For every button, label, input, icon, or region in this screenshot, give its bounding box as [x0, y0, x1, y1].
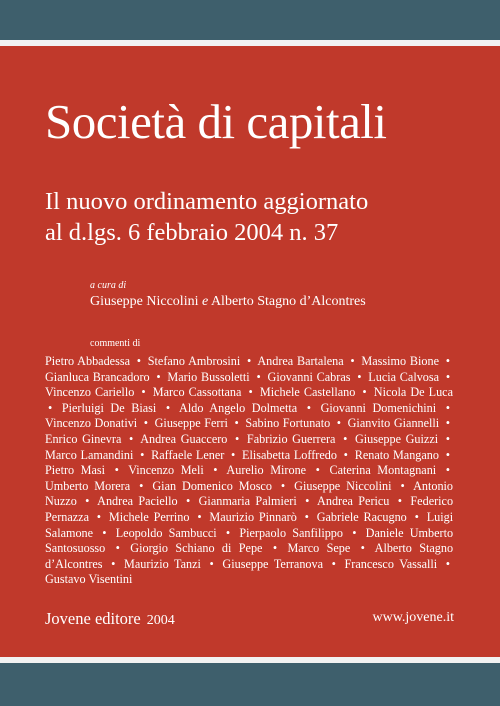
author-name: Marco Cassottana: [152, 385, 242, 400]
commenti-di-label: commenti di: [90, 338, 141, 349]
author-separator: •: [185, 494, 191, 509]
author-name: Pierpaolo Sanfilippo: [239, 525, 343, 540]
author-name: Pietro Abbadessa: [45, 354, 130, 368]
subtitle-line-1: Il nuovo ordinamento aggiornato: [45, 188, 369, 215]
author-name: Fabrizio Guerrera: [246, 431, 336, 446]
author-separator: •: [305, 494, 310, 509]
author-separator: •: [336, 416, 342, 431]
author-name: Federico Pernazza: [45, 494, 454, 524]
author-name: Marco Lamandini: [45, 447, 134, 462]
author-name: Umberto Morera: [45, 478, 131, 493]
author-separator: •: [141, 385, 146, 400]
author-separator: •: [343, 431, 348, 446]
author-separator: •: [248, 385, 253, 400]
author-separator: •: [445, 400, 450, 415]
author-separator: •: [136, 354, 142, 368]
author-name: Aurelio Mirone: [226, 463, 307, 478]
author-separator: •: [165, 400, 171, 415]
author-separator: •: [231, 447, 236, 462]
author-separator: •: [48, 400, 53, 415]
author-name: Giuseppe Niccolini: [294, 478, 392, 493]
author-name: Vincenzo Cariello: [45, 385, 135, 400]
author-name: Gian Domenico Mosco: [152, 478, 272, 493]
author-separator: •: [139, 478, 144, 493]
author-separator: •: [234, 416, 239, 431]
author-separator: •: [397, 494, 403, 509]
author-separator: •: [197, 509, 202, 524]
editors: [90, 294, 366, 310]
author-separator: •: [111, 556, 116, 571]
bottom-band: [0, 663, 500, 706]
author-name: Luigi Salamone: [45, 509, 454, 540]
author-name: Gabriele Racugno: [316, 509, 407, 524]
author-separator: •: [445, 447, 450, 462]
author-name: Vincenzo Donativi: [45, 416, 138, 431]
author-separator: •: [360, 541, 365, 556]
author-name: Andrea Pericu: [317, 494, 390, 509]
author-name: Giorgio Schiano di Pepe: [130, 541, 263, 556]
author-name: Enrico Ginevra: [45, 431, 122, 446]
author-separator: •: [445, 416, 451, 431]
publisher-website: www.jovene.it: [372, 610, 454, 625]
author-name: Giovanni Cabras: [267, 369, 351, 384]
author-name: Giuseppe Ferri: [154, 416, 228, 431]
editor-conjunction: e: [201, 294, 209, 309]
top-band: [0, 0, 500, 40]
author-name: Francesco Vassalli: [344, 556, 438, 571]
author-name: Giuseppe Guizzi: [354, 431, 439, 446]
author-name: Mario Bussoletti: [167, 369, 250, 384]
author-separator: •: [115, 541, 120, 556]
author-separator: •: [96, 509, 102, 524]
author-separator: •: [156, 369, 161, 384]
author-name: Marco Sepe: [287, 541, 351, 556]
author-name: Giovanni Domenichini: [320, 400, 437, 415]
author-name: Andrea Guaccero: [140, 431, 228, 446]
author-separator: •: [357, 369, 362, 384]
book-subtitle: [45, 186, 465, 248]
author-name: Gustavo Visentini: [45, 572, 133, 587]
author-separator: •: [306, 400, 311, 415]
publisher-imprint: [45, 609, 175, 629]
author-name: Aldo Angelo Dolmetta: [179, 400, 298, 415]
author-name: Gianluca Brancadoro: [45, 369, 150, 384]
editor-name: Alberto Stagno d’Alcontres: [210, 294, 366, 309]
author-separator: •: [445, 556, 451, 571]
publisher-name: Jovene editore: [45, 609, 141, 628]
author-separator: •: [256, 369, 261, 384]
author-name: Sabino Fortunato: [245, 416, 331, 431]
author-separator: •: [400, 478, 405, 493]
author-separator: •: [272, 541, 278, 556]
author-name: Andrea Bartalena: [257, 354, 344, 368]
author-separator: •: [225, 525, 231, 540]
author-name: Giuseppe Terranova: [222, 556, 324, 571]
author-separator: •: [362, 385, 367, 400]
author-name: Vincenzo Meli: [128, 463, 204, 478]
author-name: Pierluigi De Biasi: [61, 400, 157, 415]
author-name: Renato Mangano: [354, 447, 439, 462]
author-name: Andrea Paciello: [97, 494, 178, 509]
author-name: Raffaele Lener: [151, 447, 225, 462]
author-name: Pietro Masi: [45, 463, 106, 478]
author-name: Lucia Calvosa: [368, 369, 440, 384]
author-name: Caterina Montagnani: [329, 463, 437, 478]
author-separator: •: [213, 463, 218, 478]
author-separator: •: [102, 525, 107, 540]
publication-year: 2004: [146, 613, 175, 628]
author-name: Gianmaria Palmieri: [198, 494, 297, 509]
author-separator: •: [352, 525, 357, 540]
author-separator: •: [304, 509, 309, 524]
author-name: Gianvito Giannelli: [347, 416, 440, 431]
author-separator: •: [209, 556, 214, 571]
author-separator: •: [128, 431, 134, 446]
authors-list: [45, 354, 453, 588]
author-name: Daniele Umberto Santosuosso: [45, 525, 454, 556]
author-name: Nicola De Luca: [373, 385, 453, 400]
author-separator: •: [350, 354, 355, 368]
editor-name: Giuseppe Niccolini: [90, 294, 199, 309]
author-separator: •: [143, 416, 149, 431]
author-name: Leopoldo Sambucci: [115, 525, 217, 540]
author-name: Alberto Stagno d’Alcontres: [45, 541, 454, 571]
author-separator: •: [445, 354, 451, 368]
author-separator: •: [280, 478, 286, 493]
author-name: Antonio Nuzzo: [45, 478, 454, 509]
author-separator: •: [445, 369, 451, 384]
author-separator: •: [235, 431, 240, 446]
author-separator: •: [445, 463, 451, 478]
author-name: Massimo Bione: [361, 354, 439, 368]
author-name: Maurizio Tanzi: [124, 556, 201, 571]
author-separator: •: [140, 447, 145, 462]
author-name: Michele Castellano: [259, 385, 356, 400]
author-name: Maurizio Pinnarò: [209, 509, 297, 524]
author-separator: •: [343, 447, 348, 462]
author-separator: •: [414, 509, 419, 524]
author-separator: •: [315, 463, 320, 478]
author-name: Elisabetta Loffredo: [242, 447, 337, 462]
author-separator: •: [445, 431, 451, 446]
author-separator: •: [246, 354, 252, 368]
author-separator: •: [114, 463, 119, 478]
author-separator: •: [85, 494, 90, 509]
author-separator: •: [331, 556, 336, 571]
author-name: Stefano Ambrosini: [147, 354, 241, 368]
book-title: Società di capitali: [45, 94, 387, 149]
author-name: Michele Perrino: [108, 509, 190, 524]
subtitle-line-2: al d.lgs. 6 febbraio 2004 n. 37: [45, 219, 339, 246]
a-cura-di-label: a cura di: [90, 280, 127, 291]
